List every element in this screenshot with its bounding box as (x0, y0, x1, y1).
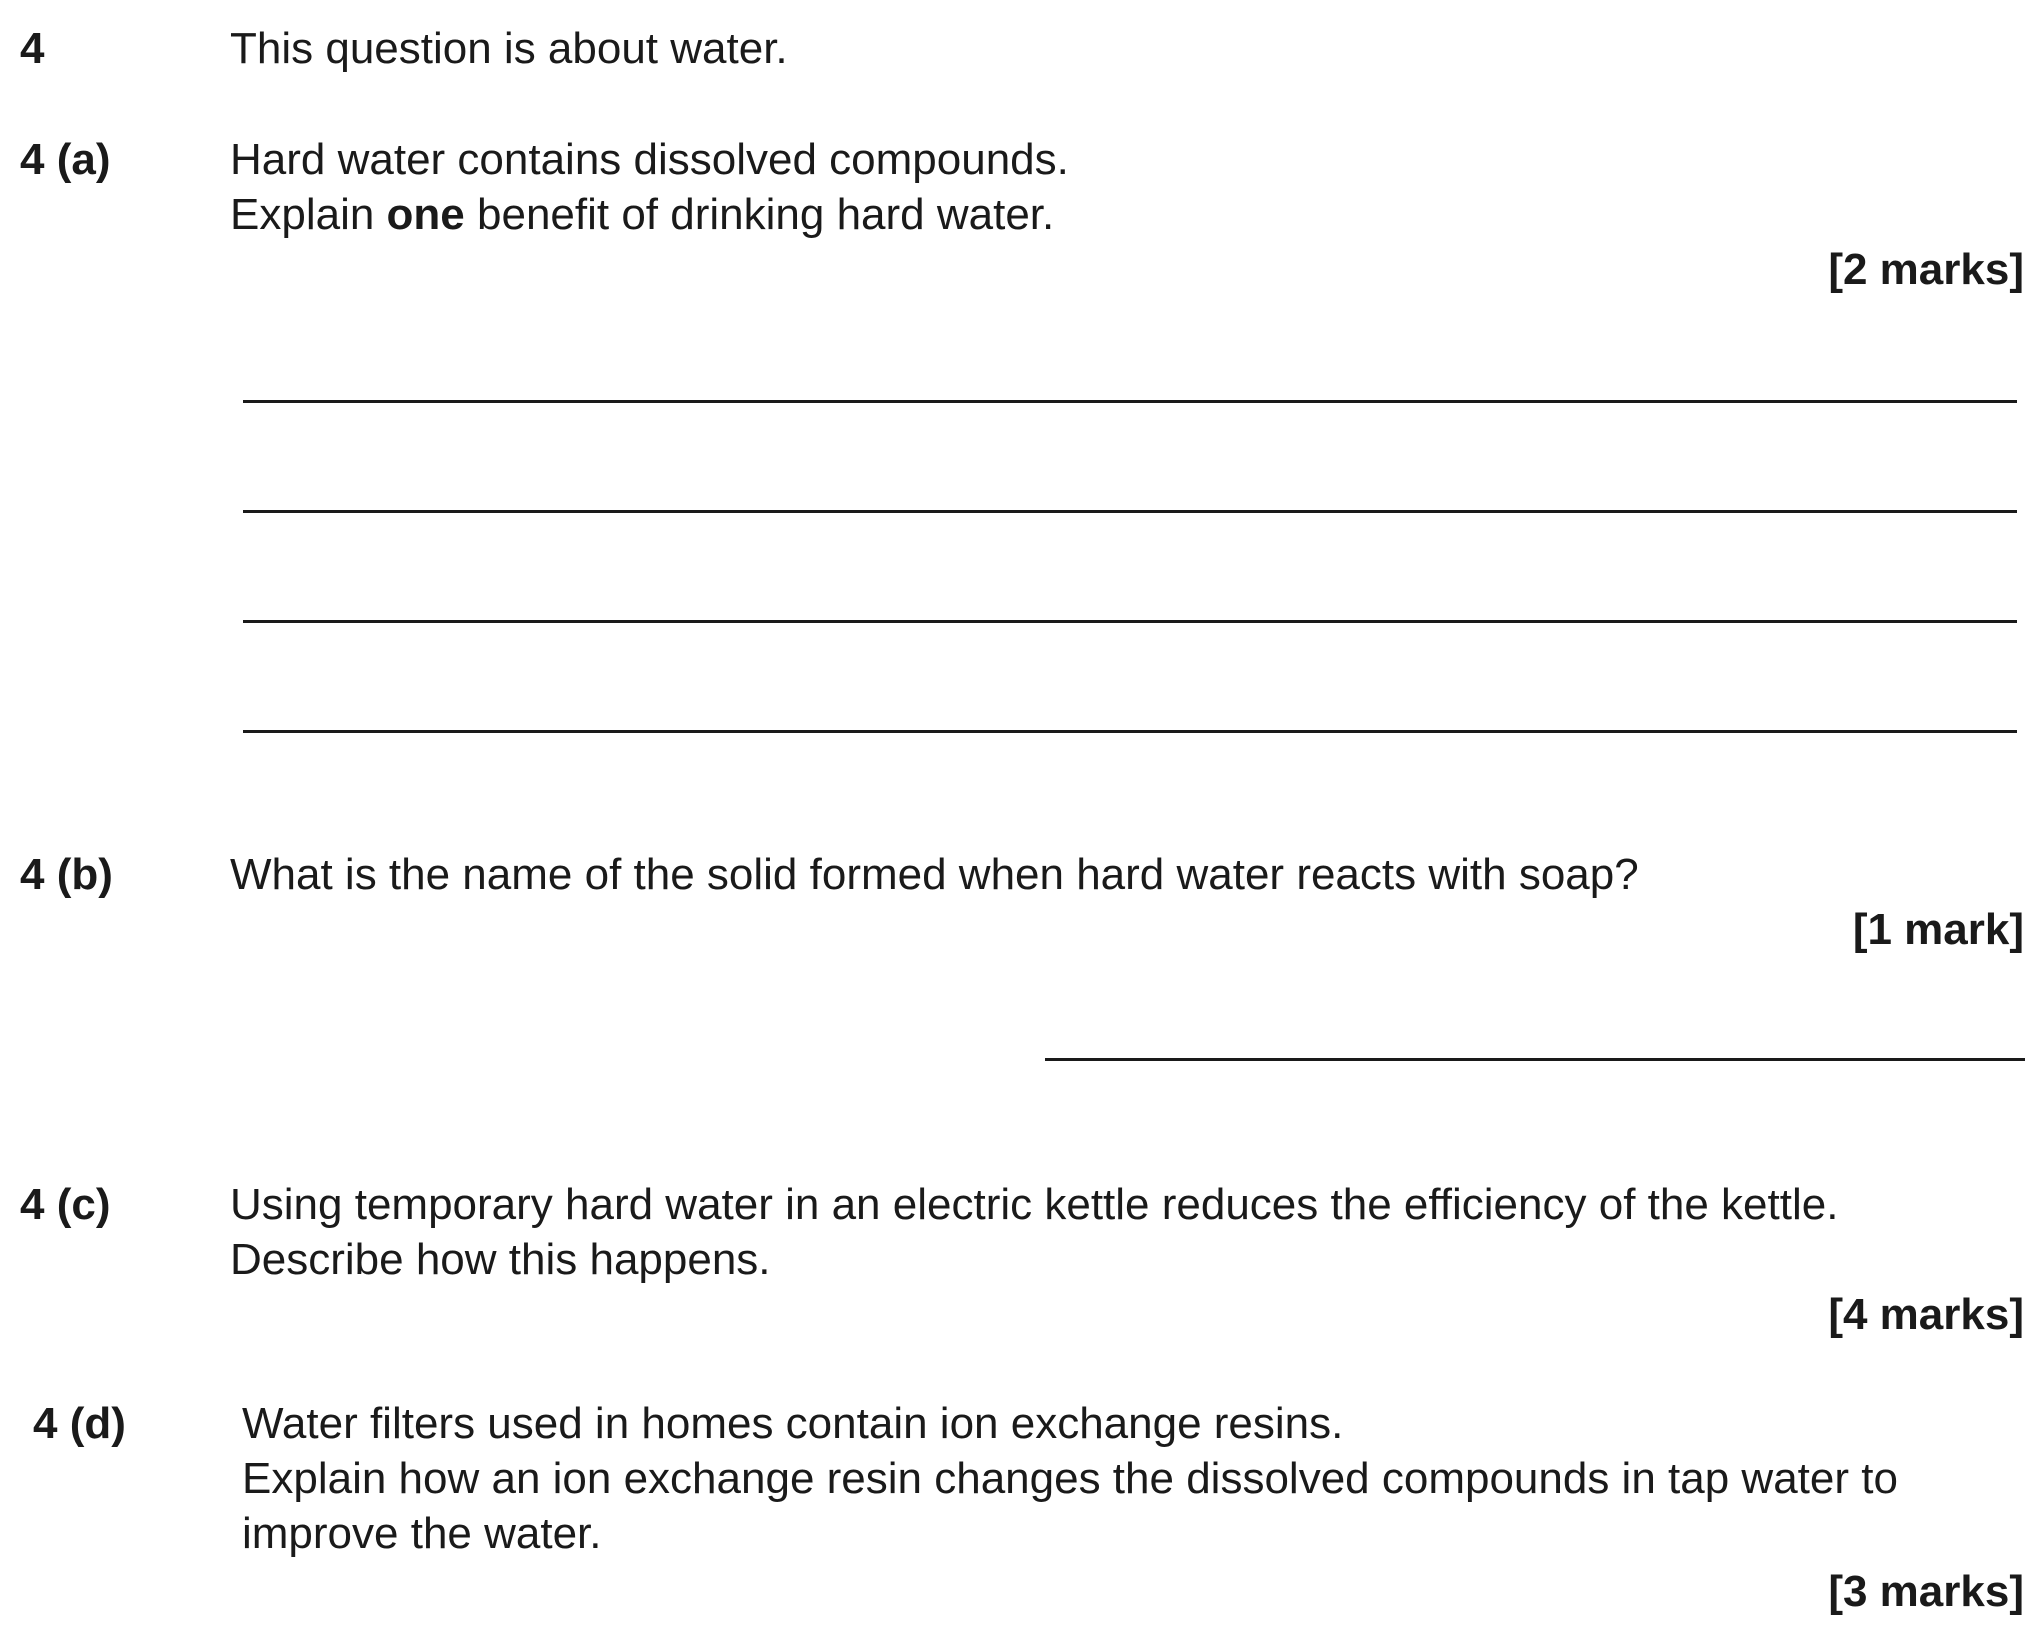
question-4a-line1: Hard water contains dissolved compounds. (230, 135, 1069, 184)
answer-line-4a-3[interactable] (243, 620, 2017, 623)
question-number-4d: 4 (d) (33, 1399, 126, 1448)
question-4a-emphasis: one (386, 190, 465, 239)
answer-line-4a-2[interactable] (243, 510, 2017, 513)
question-4d-line3: improve the water. (242, 1509, 602, 1558)
question-number-4a: 4 (a) (20, 135, 111, 184)
question-intro: This question is about water. (230, 24, 788, 73)
question-number-4: 4 (20, 24, 45, 73)
marks-4c: [4 marks] (1828, 1290, 2024, 1339)
question-number-4c: 4 (c) (20, 1180, 111, 1229)
question-4c-line1: Using temporary hard water in an electric kettle reduces the efficiency of the kettle. (230, 1180, 1839, 1229)
question-4d-line1: Water filters used in homes contain ion exchange resins. (242, 1399, 1344, 1448)
marks-4b: [1 mark] (1852, 905, 2024, 954)
question-4a-line2 (230, 188, 1054, 242)
question-4d-line2: Explain how an ion exchange resin changes the dissolved compounds in tap water to (242, 1454, 1898, 1503)
question-number-4b: 4 (b) (20, 850, 113, 899)
question-4a-line2-pre: Explain (230, 190, 387, 239)
answer-line-4b[interactable] (1045, 1058, 2025, 1061)
marks-4a: [2 marks] (1828, 245, 2024, 294)
answer-line-4a-1[interactable] (243, 400, 2017, 403)
question-4a-line2-post: benefit of drinking hard water. (464, 190, 1055, 239)
answer-line-4a-4[interactable] (243, 730, 2017, 733)
marks-4d: [3 marks] (1828, 1567, 2024, 1616)
question-4c-line2: Describe how this happens. (230, 1235, 771, 1284)
question-4b-text: What is the name of the solid formed when hard water reacts with soap? (230, 850, 1639, 899)
